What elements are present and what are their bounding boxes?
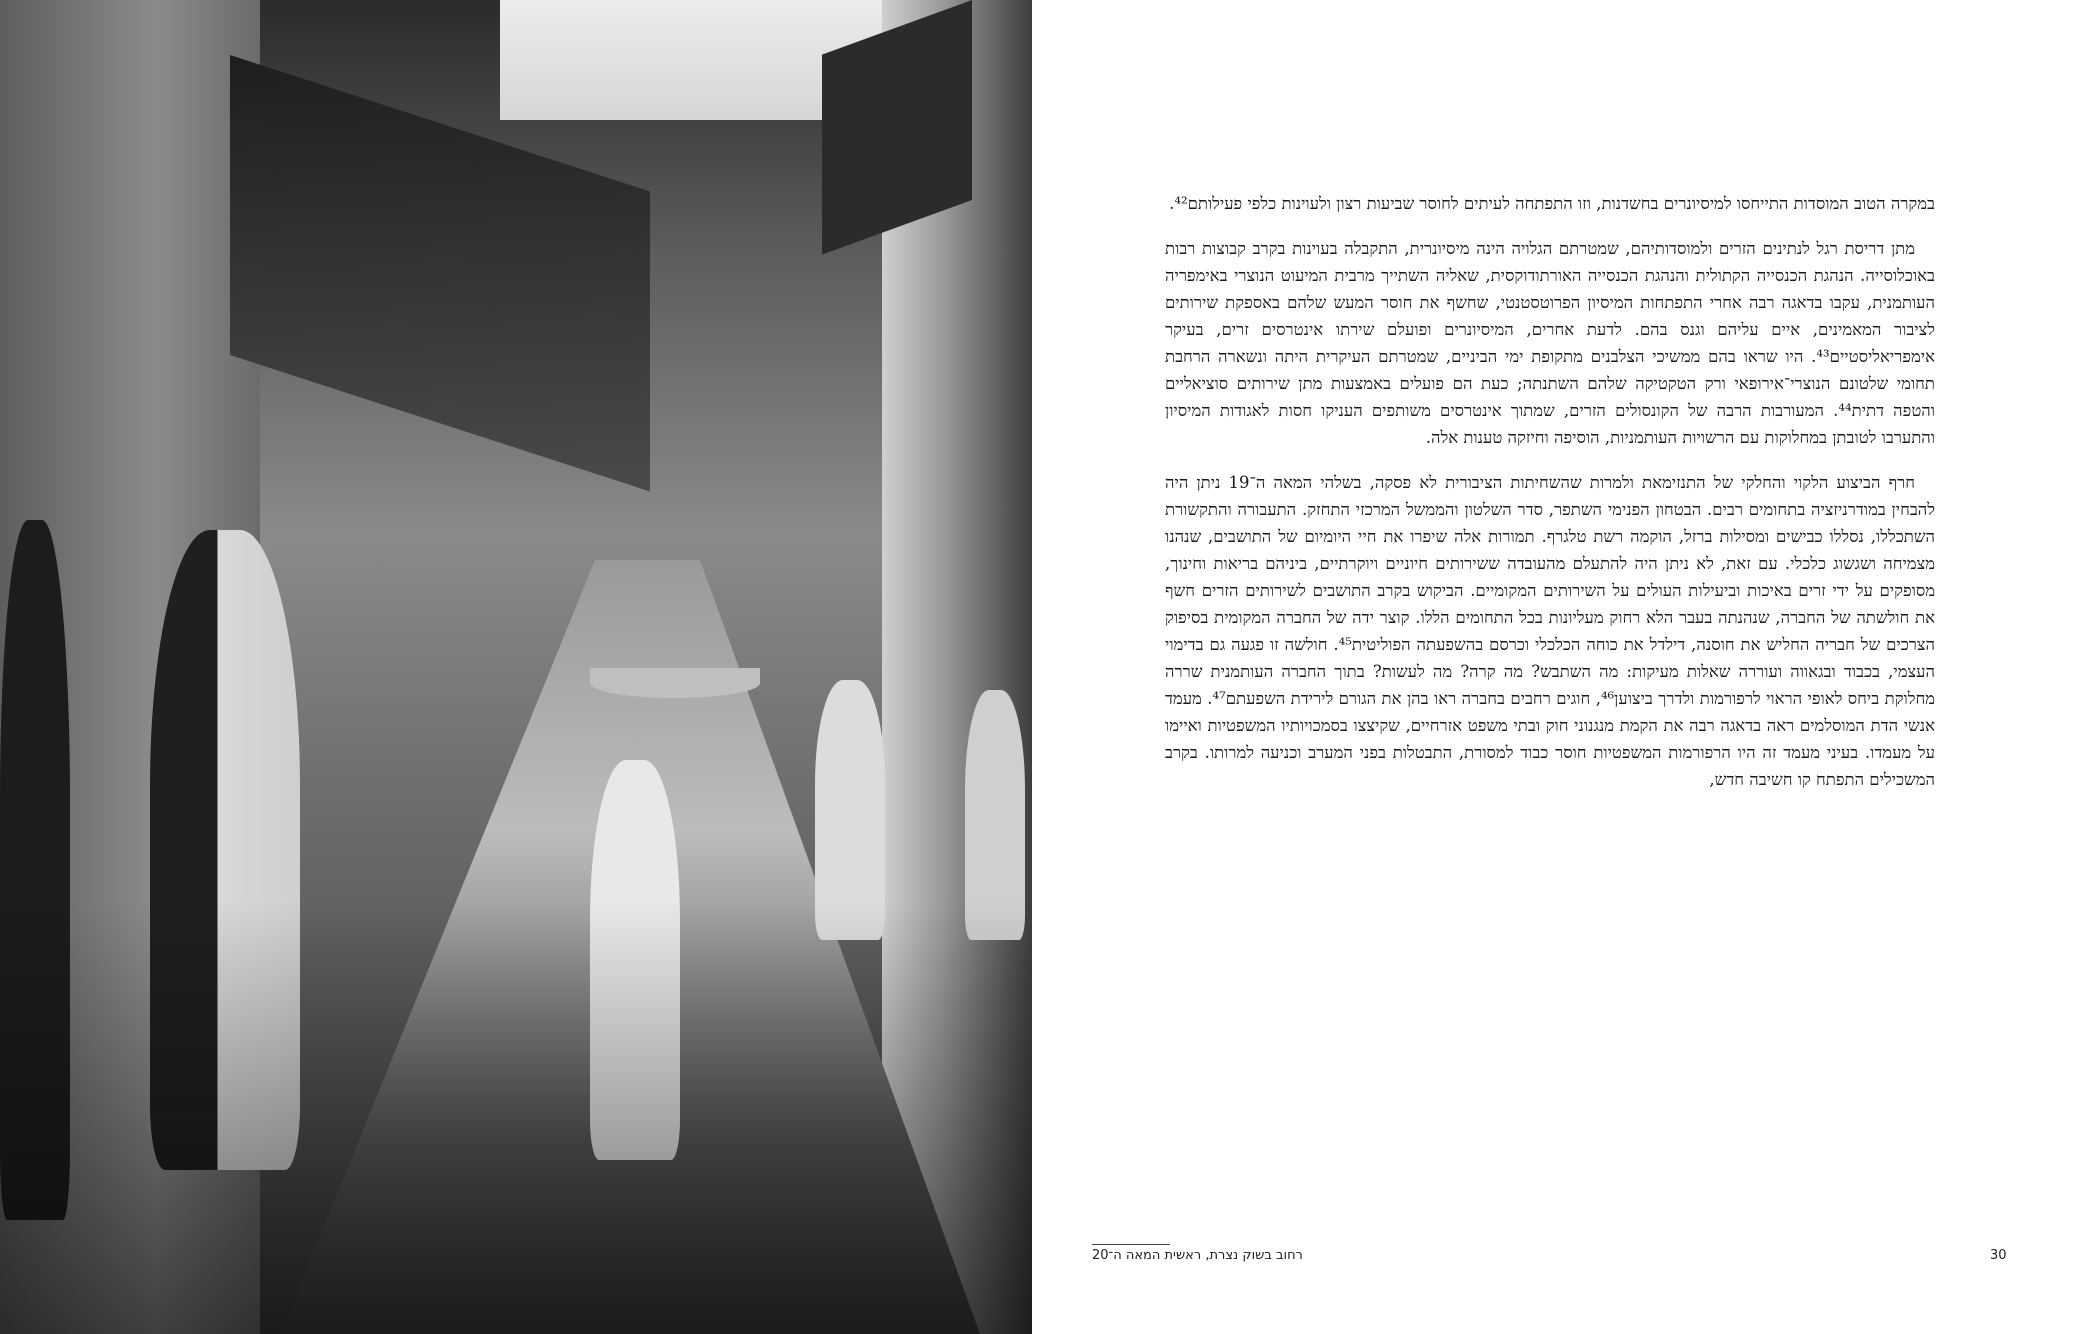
paragraph-1: במקרה הטוב המוסדות התייחסו למיסיונרים בחשדנות, וזו התפתחה לעיתים לחוסר שביעות רצון ולעוינות כלפי פעילותם⁴². [1169,194,1935,213]
photo-shadow [0,900,1032,1334]
photo-awning [230,55,650,491]
body-text [1165,190,1935,811]
street-photograph [0,0,1032,1334]
photo-caption: רחוב בשוק נצרת, ראשית המאה ה־20 [1092,1248,1303,1263]
page-number: 30 [1990,1248,2007,1263]
caption-rule [1092,1244,1170,1245]
paragraph-2: מתן דריסת רגל לנתינים הזרים ולמוסדותיהם, שמטרתם הגלויה הינה מיסיונרית, התקבלה בעוינות בקרב קבוצות רבות באוכלוסייה. הנהגת הכנסייה הקתולית והנהגת הכנסייה האורתודוקסית, שאליה השתייך מרבית המיעוט הנוצרי באימפריה העותמנית, עקבו בדאגה רבה אחרי התפתחות המיסיון הפרוטסטנטי, שחשף את חוסר המעש שלהם באספקת שירותים לציבור המאמינים, איים עליהם וגנס בהם. לדעת אחרים, המיסיונרים ופועלם שירתו אינטרסים זרים, בעיקר אימפריאליסטיים⁴³. היו שראו בהם ממשיכי הצלבנים מתקופת ימי הביניים, שמטרתם העיקרית היתה ונשארה הרחבת תחומי שלטונם הנוצרי־אירופאי ורק הטקטיקה שלהם השתנתה; כעת הם פועלים באמצעות מתן שירותים סוציאליים והטפה דתית⁴⁴. המעורבות הרבה של הקונסולים הזרים, שמתוך אינטרסים משותפים העניקו חסות לאגודות המיסיון והתערבו לטובתן במחלוקות עם הרשויות העותמניות, הוסיפה וחיזקה טענות אלה. [1165,239,1935,447]
photo-basin [590,668,760,698]
paragraph-3: חרף הביצוע הלקוי והחלקי של התנזימאת ולמרות שהשחיתות הציבורית לא פסקה, בשלהי המאה ה־19 ניתן היה להבחין במודרניזציה בתחומים רבים. הבטחון הפנימי השתפר, סדר השלטון והממשל המרכזי התחזק. התעבורה והתקשורת השתכללו, נסללו כבישים ומסילות ברזל, הוקמה רשת טלגרף. תמורות אלה שיפרו את חיי היומיום של התושבים, שנהנו מצמיחה ושגשוג כלכלי. עם זאת, לא ניתן היה להתעלם מהעובדה ששירותים חיוניים ויוקרתיים, ביניהם בריאות וחינוך, מסופקים על ידי זרים באיכות וביעילות העולים על השירותים המקומיים. הביקוש בקרב התושבים לשירותים הזרים חשף את חולשתה של החברה, שנהנתה בעבר הלא רחוק מעליונות בכל התחומים הללו. קוצר ידה של החברה המקומית בסיפוק הצרכים של חבריה החליש את חוסנה, דילדל את כוחה הכלכלי וכרסם בהשפעתה הפוליטית⁴⁵. חולשה זו פגעה גם בדימוי העצמי, בכבוד ובגאווה ועוררה שאלות מעיקות: מה השתבש? מה קרה? מה לעשות? בתוך החברה העותמנית שררה מחלוקת ביחס לאופי הראוי לרפורמות ולדרך ביצוען⁴⁶, חוגים רחבים בחברה ראו בהן את הגורם לירידת השפעתם⁴⁷. מעמד אנשי הדת המוסלמים ראה בדאגה רבה את הקמת מנגנוני חוק ובתי משפט אזרחיים, שקיצצו בסמכויותיו המשפטיות ואיימו על מעמדו. בעיני מעמד זה היו הרפורמות המשפטיות חוסר כבוד למסורת, התבטלות בפני המערב וכניעה למרותו. בקרב המשכילים התפתח קו חשיבה חדש, [1165,473,1935,789]
